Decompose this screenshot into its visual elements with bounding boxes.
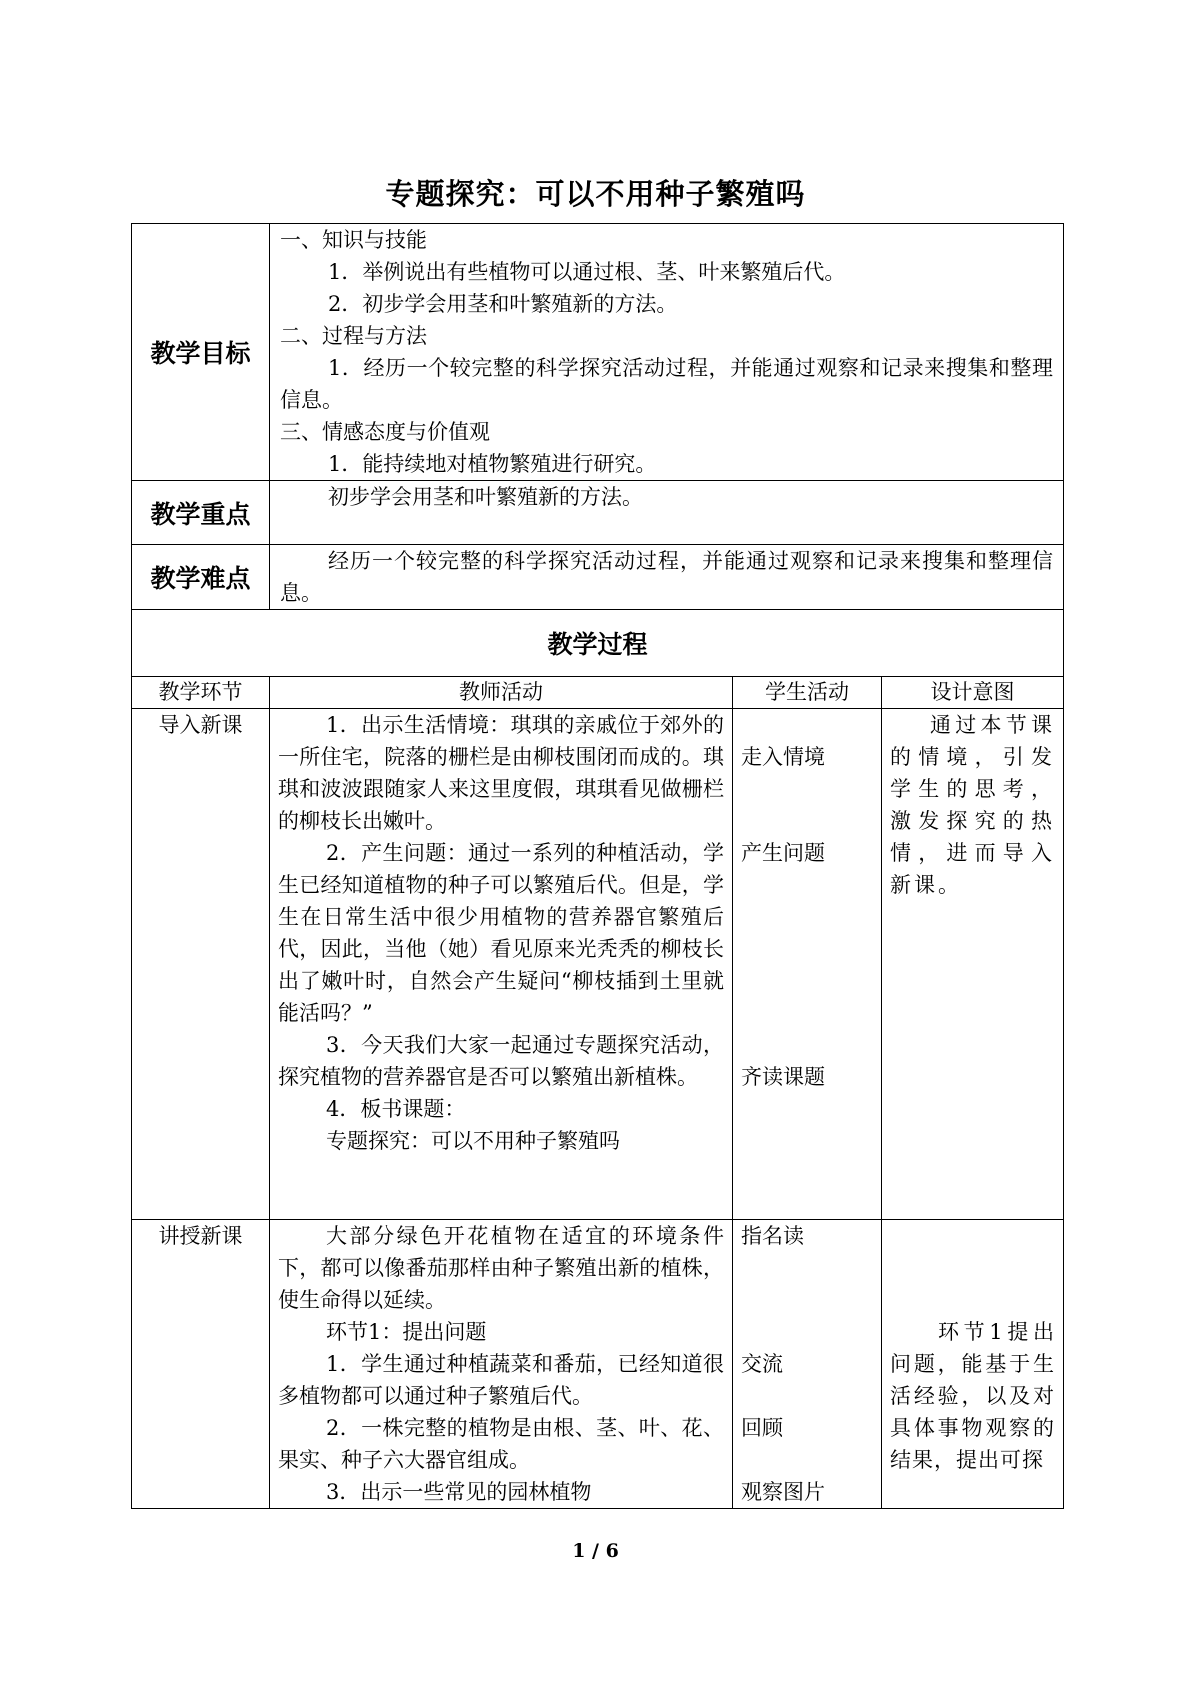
key-point-text [270, 481, 1064, 545]
column-header-stage: 教学环节 [132, 677, 270, 709]
document-title: 专题探究：可以不用种子繁殖吗 [385, 177, 806, 211]
intro-student-activity [733, 709, 882, 1220]
objective-line: 1．举例说出有些植物可以通过根、茎、叶来繁殖后代。 [328, 260, 846, 284]
objectives-label: 教学目标 [132, 224, 270, 481]
intro-design-intent [882, 709, 1064, 1220]
column-header-design: 设计意图 [882, 677, 1064, 709]
student-activity-item: 齐读课题 [741, 1065, 825, 1089]
objective-line: 2．初步学会用茎和叶繁殖新的方法。 [328, 292, 678, 316]
teacher-paragraph: 4．板书课题： [326, 1097, 466, 1121]
objective-line: 1．能持续地对植物繁殖进行研究。 [328, 452, 657, 476]
objective-line: 三、情感态度与价值观 [280, 420, 490, 444]
column-header-student: 学生活动 [733, 677, 882, 709]
key-point-label: 教学重点 [132, 481, 270, 545]
teacher-paragraph: 2．一株完整的植物是由根、茎、叶、花、果实、种子六大器官组成。 [278, 1416, 724, 1472]
intro-stage: 导入新课 [132, 709, 270, 1220]
student-activity-item: 走入情境 [741, 745, 825, 769]
design-intent-text: 环节1提出问题，能基于生活经验，以及对具体事物观察的结果，提出可探 [890, 1320, 1055, 1472]
design-intent-text: 通过本节课的情境，引发学生的思考，激发探究的热情，进而导入新课。 [890, 713, 1055, 897]
objective-line: 1．经历一个较完整的科学探究活动过程，并能通过观察和记录来搜集和整理信息。 [280, 356, 1053, 412]
objective-line: 一、知识与技能 [280, 228, 427, 252]
lecture-teacher-activity [270, 1220, 733, 1509]
intro-teacher-activity [270, 709, 733, 1220]
teacher-paragraph: 1．出示生活情境：琪琪的亲戚位于郊外的一所住宅，院落的栅栏是由柳枝围闭而成的。琪琪和波波跟随家人来这里度假，琪琪看见做栅栏的柳枝长出嫩叶。 [278, 713, 724, 833]
key-point-line: 初步学会用茎和叶繁殖新的方法。 [328, 485, 643, 509]
teacher-paragraph: 大部分绿色开花植物在适宜的环境条件下，都可以像番茄那样由种子繁殖出新的植株，使生命得以延续。 [278, 1224, 724, 1312]
student-activity-item: 产生问题 [741, 841, 825, 865]
student-activity-item: 交流 [741, 1352, 783, 1376]
difficulty-label: 教学难点 [132, 545, 270, 610]
teacher-paragraph: 1．学生通过种植蔬菜和番茄，已经知道很多植物都可以通过种子繁殖后代。 [278, 1352, 724, 1408]
lesson-plan-table [131, 223, 1064, 1509]
lecture-design-intent [882, 1220, 1064, 1509]
lecture-stage: 讲授新课 [132, 1220, 270, 1509]
page-number: 1 / 6 [572, 1540, 619, 1562]
teacher-paragraph: 3．今天我们大家一起通过专题探究活动，探究植物的营养器官是否可以繁殖出新植株。 [278, 1033, 724, 1089]
student-activity-item: 回顾 [741, 1416, 783, 1440]
teacher-paragraph: 专题探究：可以不用种子繁殖吗 [326, 1129, 620, 1153]
objective-line: 二、过程与方法 [280, 324, 427, 348]
teacher-paragraph: 3．出示一些常见的园林植物 [326, 1480, 592, 1504]
student-activity-item: 指名读 [741, 1224, 804, 1248]
teacher-paragraph: 2．产生问题：通过一系列的种植活动，学生已经知道植物的种子可以繁殖后代。但是，学生在日常生活中很少用植物的营养器官繁殖后代，因此，当他（她）看见原来光秃秃的柳枝长出了嫩叶时，自然会产生疑问“柳枝插到土里就能活吗？” [278, 841, 724, 1025]
objectives-content [270, 224, 1064, 481]
student-activity-item: 观察图片 [741, 1480, 825, 1504]
difficulty-line: 经历一个较完整的科学探究活动过程，并能通过观察和记录来搜集和整理信息。 [280, 549, 1053, 605]
difficulty-text [270, 545, 1064, 610]
teacher-paragraph: 环节1：提出问题 [326, 1320, 487, 1344]
column-header-teacher: 教师活动 [270, 677, 733, 709]
process-title: 教学过程 [132, 610, 1064, 677]
lecture-student-activity [733, 1220, 882, 1509]
